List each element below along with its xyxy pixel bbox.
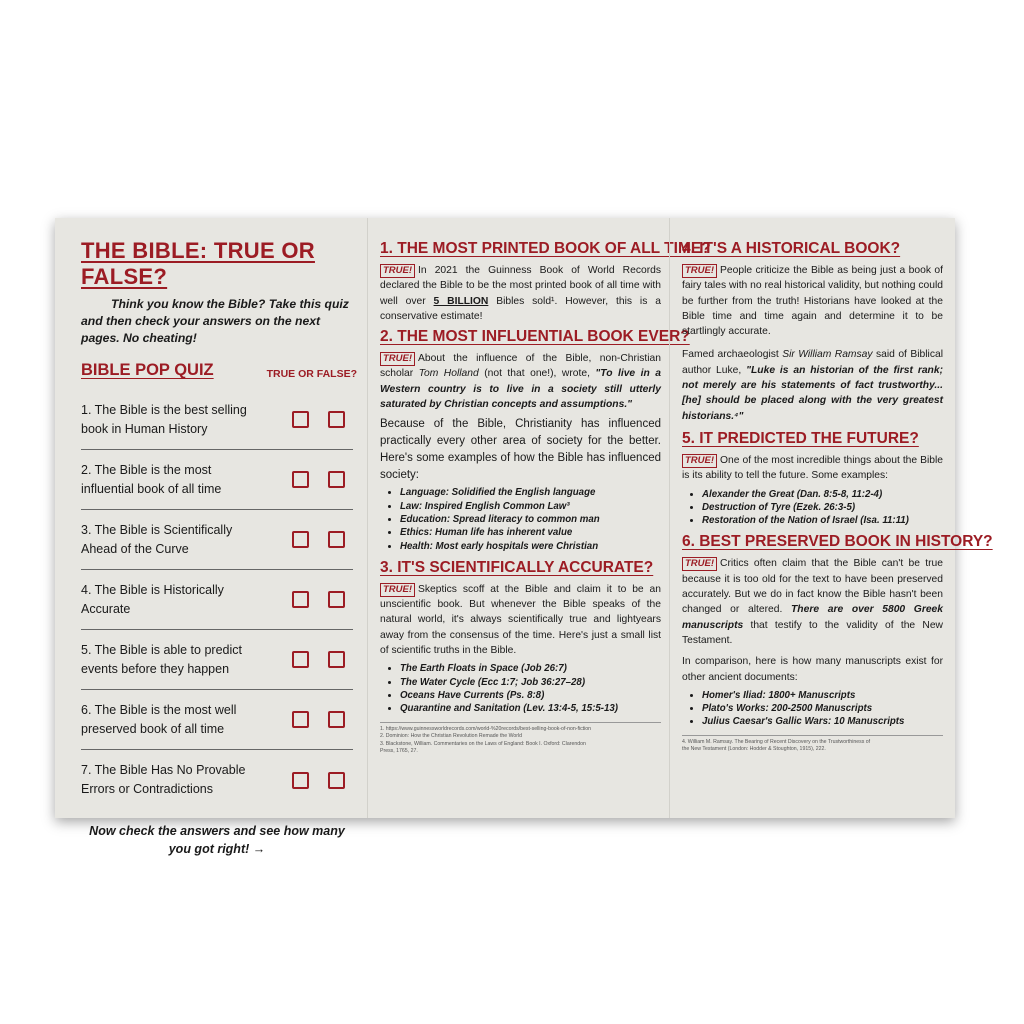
influence-list: [380, 486, 661, 552]
section-body-2: [380, 351, 661, 412]
false-checkbox[interactable]: [328, 471, 345, 488]
list-item: • Language: Solidified the English language: [400, 486, 661, 499]
footnote: Press, 1765, 27.: [380, 748, 418, 755]
footnote: 4. William M. Ramsay. The Bearing of Recent Discovery on the Trustworthiness of: [682, 738, 871, 745]
body-text: that testify to the validity of the New Testament.: [682, 619, 943, 646]
list-item: • Alexander the Great (Dan. 8:5-8, 11:2-4): [702, 488, 943, 501]
list-item: • Homer's Iliad: 1800+ Manuscripts: [702, 689, 943, 702]
quiz-title: BIBLE POP QUIZ: [81, 361, 214, 379]
list-item: • Ethics: Human life has inherent value: [400, 526, 661, 539]
body-text: Famed archaeologist: [682, 349, 779, 361]
quiz-intro: Think you know the Bible? Take this quiz and then check your answers on the next pages. No cheating!: [81, 297, 349, 345]
section-body-6: [682, 556, 943, 648]
true-badge: TRUE!: [380, 352, 415, 366]
body-text: One of the most incredible things about the Bible is its ability to tell the future. Some examples:: [682, 454, 943, 482]
false-checkbox[interactable]: [328, 772, 345, 789]
body-text: In 2021 the Guinness Book of World Records declared the Bible to be the most printed book of all time with well over: [380, 265, 661, 307]
false-checkbox[interactable]: [328, 591, 345, 608]
highlight-text: 5 BILLION: [433, 295, 489, 307]
quiz-question: [81, 450, 353, 510]
quote: "Luke is an historian of the first rank; not merely are his statements of fact trustworthy... [he] should be placed along with the very greatest historians.⁴": [682, 364, 943, 422]
true-checkbox[interactable]: [292, 651, 309, 668]
question-text: 5. The Bible is able to predict events before they happen: [81, 642, 242, 676]
footnotes: [682, 735, 943, 754]
true-checkbox[interactable]: [292, 411, 309, 428]
list-item: • Julius Caesar's Gallic Wars: 10 Manuscripts: [702, 715, 943, 728]
false-checkbox[interactable]: [328, 531, 345, 548]
tri-fold-card: [55, 218, 993, 856]
answers-column-2: [669, 218, 993, 818]
footnote: 1. https://www.guinnessworldrecords.com/world-%20records/best-selling-book-of-non-fiction: [380, 725, 592, 732]
true-checkbox[interactable]: [292, 591, 309, 608]
body-text: People criticize the Bible as being just a book of fairy tales with no real historical validity, but nothing could be further from the truth! Historians have looked at the Bible time and time again and determine it to be startlingly accurate.: [682, 265, 943, 338]
author-name: Tom Holland: [418, 368, 479, 380]
section-body-5: [682, 453, 943, 484]
question-text: 1. The Bible is the best selling book in Human History: [81, 402, 247, 436]
quiz-question: [81, 750, 353, 810]
true-checkbox[interactable]: [292, 711, 309, 728]
quiz-column: [55, 218, 367, 856]
highlight-text: There are over 5800 Greek manuscripts: [682, 604, 944, 631]
section-paragraph: In comparison, here is how many manuscripts exist for other ancient documents:: [682, 656, 943, 683]
list-item: • Oceans Have Currents (Ps. 8:8): [400, 689, 661, 702]
list-item: • The Water Cycle (Ecc 1:7; Job 36:27–28): [400, 676, 661, 689]
body-text: Skeptics scoff at the Bible and claim it to be an unscientific book. But whenever the Bible speaks of the natural world, it's always scientifically true and lightyears away from the consensus of the time. Here's just a small list of scientific truths in the Bible.: [380, 583, 661, 657]
list-item: • Education: Spread literacy to common man: [400, 513, 661, 526]
section-title-4: 4. IT'S A HISTORICAL BOOK?: [682, 240, 901, 257]
body-text: Critics often claim that the Bible can't be true because it is too old for the text to have been preserved accurately. But we do in fact know the Bible hasn't been changed or altered.: [682, 558, 943, 616]
question-text: 4. The Bible is Historically Accurate: [81, 582, 224, 616]
quiz-outro: Now check the answers and see how many you got right! →: [89, 824, 345, 856]
list-item: • Law: Inspired English Common Law³: [400, 500, 661, 513]
science-list: [380, 662, 661, 715]
question-text: 2. The Bible is the most influential book of all time: [81, 462, 222, 496]
list-item: • Quarantine and Sanitation (Lev. 13:4-5, 15:5-13): [400, 702, 661, 715]
true-false-header: TRUE OR FALSE?: [266, 368, 357, 380]
section-title-3: 3. IT'S SCIENTIFICALLY ACCURATE?: [380, 558, 654, 576]
prophecy-list: [682, 488, 943, 528]
page-title: THE BIBLE: TRUE OR FALSE?: [81, 238, 315, 289]
list-item: • Restoration of the Nation of Israel (Isa. 11:11): [702, 514, 943, 527]
quiz-question: [81, 630, 353, 690]
true-badge: TRUE!: [682, 454, 717, 468]
author-name: Sir William Ramsay: [782, 349, 873, 361]
false-checkbox[interactable]: [328, 651, 345, 668]
section-body-1: [380, 263, 661, 324]
section-body-3: [380, 582, 661, 658]
footnotes: [380, 722, 661, 756]
body-text: Bibles sold¹. However, this is a conservative estimate!: [380, 295, 661, 322]
list-item: • Plato's Works: 200-2500 Manuscripts: [702, 702, 943, 715]
list-item: • The Earth Floats in Space (Job 26:7): [400, 662, 661, 675]
footnote: the New Testament (London: Hodder & Stoughton, 1915), 222.: [682, 746, 826, 753]
list-item: • Destruction of Tyre (Ezek. 26:3-5): [702, 501, 943, 514]
true-badge: TRUE!: [380, 583, 415, 597]
manuscript-list: [682, 689, 943, 729]
body-text: (not that one!), wrote,: [484, 368, 590, 380]
true-badge: TRUE!: [682, 557, 717, 571]
section-title-5: 5. IT PREDICTED THE FUTURE?: [682, 429, 919, 447]
quiz-header: [81, 361, 357, 380]
quiz-questions: [81, 390, 353, 810]
true-badge: TRUE!: [380, 264, 415, 278]
footnote: 3. Blackstone, William. Commentaries on the Laws of England: Book I. Oxford: Clarendon: [380, 740, 586, 747]
quote: "To live in a Western country is to live in a society still utterly saturated by Christian concepts and assumptions.": [380, 368, 661, 411]
true-checkbox[interactable]: [292, 531, 309, 548]
answers-column-1: [367, 218, 711, 818]
true-badge: TRUE!: [682, 264, 717, 278]
true-checkbox[interactable]: [292, 471, 309, 488]
question-text: 3. The Bible is Scientifically Ahead of the Curve: [81, 522, 233, 556]
false-checkbox[interactable]: [328, 711, 345, 728]
body-text: said of Biblical author Luke,: [682, 349, 943, 376]
true-checkbox[interactable]: [292, 772, 309, 789]
section-body-4: [682, 263, 943, 339]
quiz-question: [81, 690, 353, 750]
false-checkbox[interactable]: [328, 411, 345, 428]
footnote: 2. Dominion: How the Christian Revolution Remade the World: [380, 733, 523, 740]
section-title-1: 1. THE MOST PRINTED BOOK OF ALL TIME?: [380, 240, 711, 257]
question-text: 6. The Bible is the most well preserved book of all time: [81, 702, 237, 736]
section-paragraph: Because of the Bible, Christianity has influenced practically every other area of society for the better. Here's some examples of how the Bible has influenced society:: [380, 418, 661, 482]
section-paragraph: [682, 347, 943, 423]
quiz-question: [81, 510, 353, 570]
section-title-6: 6. BEST PRESERVED BOOK IN HISTORY?: [682, 533, 993, 551]
quiz-question: [81, 570, 353, 630]
section-title-2: 2. THE MOST INFLUENTIAL BOOK EVER?: [380, 328, 690, 346]
list-item: • Health: Most early hospitals were Christian: [400, 540, 661, 553]
body-text: About the influence of the Bible, non-Christian scholar: [380, 353, 661, 380]
quiz-question: [81, 390, 353, 450]
question-text: 7. The Bible Has No Provable Errors or Contradictions: [81, 763, 246, 796]
